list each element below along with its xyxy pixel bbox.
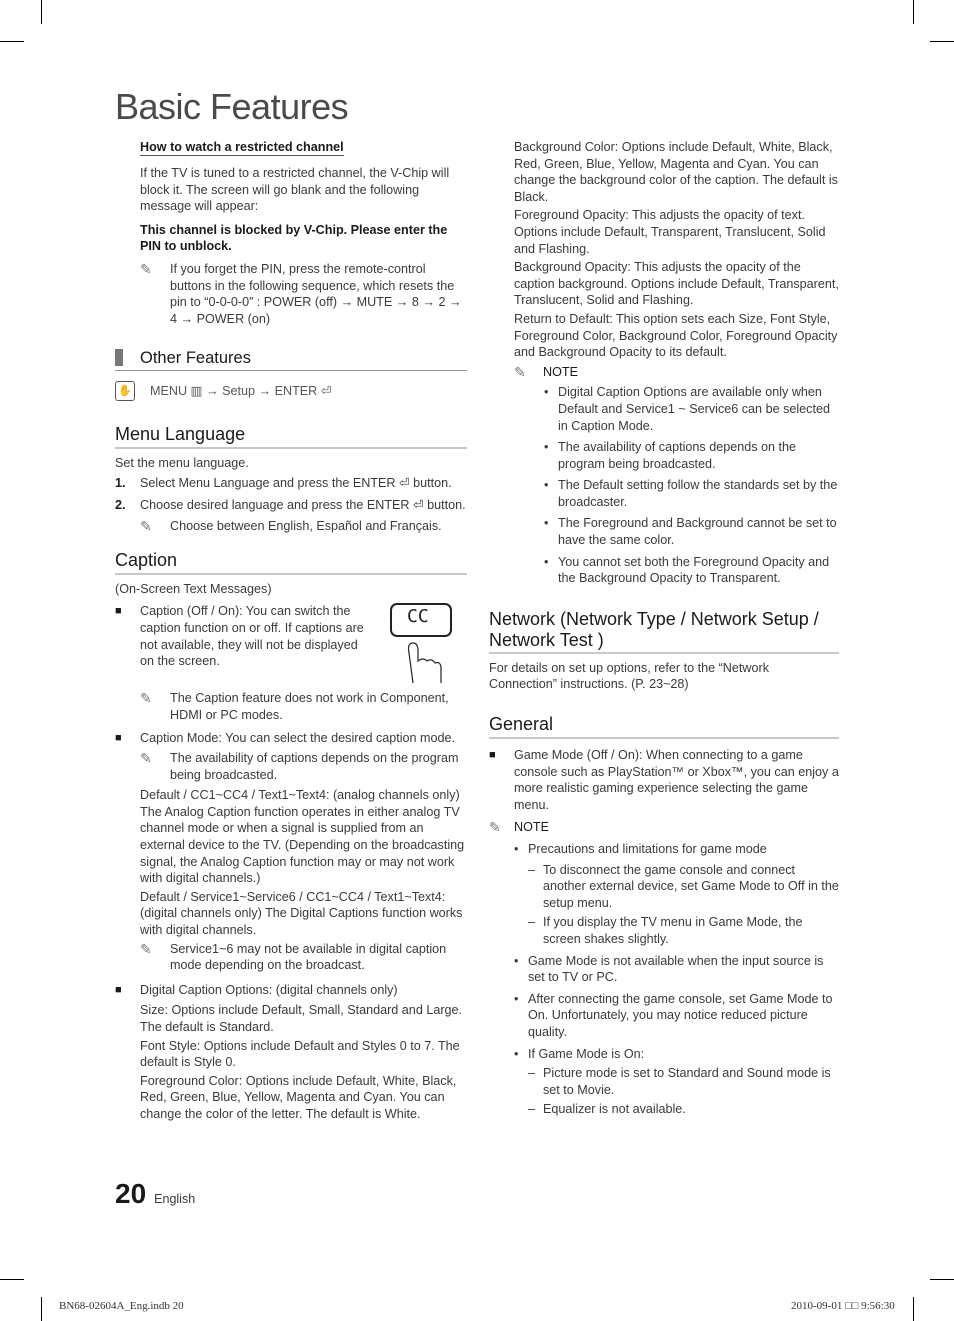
general-heading: General: [489, 713, 839, 739]
dash-bullet: –: [528, 915, 536, 930]
restricted-note: If you forget the PIN, press the remote-control buttons in the following sequence, which resets the pin to “0-0-0-0” : POWER (off) → MUTE → 8 → 2 → 4 → POWER (on): [170, 261, 462, 326]
note-icon: ✎: [514, 363, 526, 380]
page-language: English: [154, 1192, 196, 1206]
caption-heading: Caption: [115, 549, 467, 575]
note-icon: ✎: [489, 819, 501, 836]
page-footer: [115, 1178, 195, 1210]
game-note-4: If Game Mode is On:: [528, 1046, 645, 1061]
section-bar: [115, 349, 123, 366]
note-label: NOTE: [514, 820, 549, 835]
dot-bullet: •: [514, 991, 519, 1006]
caption-subheading: (On-Screen Text Messages): [115, 581, 272, 596]
menu-language-heading: Menu Language: [115, 423, 467, 449]
game-note-4-sub-2: Equalizer is not available.: [543, 1102, 686, 1117]
crop-mark: [930, 41, 954, 42]
game-mode: Game Mode (Off / On): When connecting to a game console such as PlayStation™ or Xbox™, you can enjoy a more realistic gaming experience selecting the game menu.: [514, 748, 839, 812]
game-note-1-sub-2: If you display the TV menu in Game Mode, the screen shakes slightly.: [543, 915, 803, 946]
caption-mode: Caption Mode: You can select the desired caption mode.: [140, 730, 456, 745]
other-features-heading: Other Features: [140, 348, 251, 367]
digital-caption-options: Digital Caption Options: (digital channels only): [140, 982, 398, 997]
caption-onoff-note: The Caption feature does not work in Component, HDMI or PC modes.: [170, 691, 449, 722]
dco-font-style: Font Style: Options include Default and Styles 0 to 7. The default is Style 0.: [140, 1038, 460, 1070]
crop-mark: [41, 1297, 42, 1321]
game-note-4-sub-1: Picture mode is set to Standard and Sound mode is set to Movie.: [543, 1066, 831, 1097]
square-bullet: ■: [115, 731, 122, 744]
game-note-1: Precautions and limitations for game mode: [528, 842, 767, 856]
page-number: 20: [115, 1178, 147, 1209]
left-column: [115, 139, 467, 1123]
note-label: NOTE: [543, 364, 578, 379]
dot-bullet: •: [544, 516, 549, 531]
note-icon: ✎: [140, 518, 152, 535]
square-bullet: ■: [115, 605, 122, 618]
dco-size: Size: Options include Default, Small, Standard and Large. The default is Standard.: [140, 1003, 463, 1034]
dot-bullet: •: [544, 554, 549, 569]
note-item: [544, 439, 839, 472]
crop-mark: [930, 1279, 954, 1280]
game-note-2: Game Mode is not available when the input source is set to TV or PC.: [528, 953, 824, 985]
note-text: The Default setting follow the standards set by the broadcaster.: [558, 478, 838, 509]
dco-background-color: Background Color: Options include Default, White, Black, Red, Green, Blue, Yellow, Magenta and Cyan. You can change the background color of the caption. The default is Black.: [514, 140, 838, 204]
caption-mode-note: The availability of captions depends on the program being broadcasted.: [170, 751, 459, 782]
crop-mark: [913, 1297, 914, 1321]
caption-default-analog: Default / CC1~CC4 / Text1~Text4: (analog channels only) The Analog Caption function operates in either analog TV channel mode or when a signal is supplied from an external device to the TV. (Depending on the broadcasting signal, the Analog Caption function may or may not work with digital channels.): [140, 788, 465, 886]
network-desc: For details on set up options, refer to the “Network Connection” instructions. (P. 23~28): [489, 660, 769, 692]
note-item: [544, 477, 839, 510]
note-text: The Foreground and Background cannot be set to have the same color.: [558, 516, 837, 548]
print-file-info: BN68-02604A_Eng.indb 20: [59, 1300, 184, 1312]
caption-default-digital: Default / Service1~Service6 / CC1~CC4 / Text1~Text4: (digital channels only) The Digital Captions function works with digital channels.: [140, 889, 463, 938]
remote-hand-icon: ✋: [115, 381, 135, 401]
dot-bullet: •: [544, 440, 549, 455]
note-item: [544, 515, 839, 548]
caption-service-note: Service1~6 may not be available in digital caption mode depending on the broadcast.: [170, 941, 447, 973]
crop-mark: [0, 1279, 24, 1280]
cc-remote-illustration: [383, 603, 463, 688]
note-icon: ✎: [140, 940, 152, 957]
dash-bullet: –: [528, 1102, 536, 1117]
dot-bullet: •: [514, 1046, 519, 1061]
menu-language-desc: Set the menu language.: [115, 456, 249, 471]
caption-onoff: Caption (Off / On): You can switch the caption function on or off. If captions are not available, they will not be displayed on the screen.: [140, 604, 364, 669]
notes-list: [514, 384, 839, 587]
step-number: 2.: [115, 497, 126, 512]
page-title: Basic Features: [115, 86, 349, 127]
dot-bullet: •: [544, 478, 549, 493]
square-bullet: ■: [489, 749, 496, 762]
dot-bullet: •: [514, 842, 519, 856]
dot-bullet: •: [544, 385, 549, 400]
restricted-message: This channel is blocked by V-Chip. Please enter the PIN to unblock.: [140, 222, 448, 254]
restricted-paragraph: If the TV is tuned to a restricted channel, the V-Chip will block it. The screen will go blank and the following message will appear:: [140, 166, 450, 214]
step-number: 1.: [115, 475, 126, 490]
note-item: [544, 554, 839, 587]
dash-bullet: –: [528, 862, 536, 877]
crop-mark: [41, 0, 42, 24]
crop-mark: [0, 41, 24, 42]
cc-label: CC: [407, 606, 429, 628]
note-item: [544, 384, 839, 434]
dco-foreground-color: Foreground Color: Options include Default, White, Black, Red, Green, Blue, Yellow, Magenta and Cyan. You can change the color of the letter. The default is White.: [140, 1073, 457, 1121]
menu-path: MENU ▥ → Setup → ENTER ⏎: [150, 384, 332, 399]
dco-foreground-opacity: Foreground Opacity: This adjusts the opacity of text. Options include Default, Transparent, Translucent, Solid and Flashing.: [514, 208, 826, 256]
note-icon: ✎: [140, 690, 152, 707]
menu-language-step-1: Select Menu Language and press the ENTER ⏎ button.: [140, 475, 452, 490]
crop-mark: [913, 0, 914, 24]
game-notes: [489, 841, 839, 1118]
right-column: [489, 139, 839, 1118]
dco-return-to-default: Return to Default: This option sets each Size, Font Style, Foreground Color, Background Color, Foreground Opacity and Background Opacity to its default.: [514, 311, 838, 360]
dash-bullet: –: [528, 1066, 536, 1081]
note-text: The availability of captions depends on the program being broadcasted.: [558, 440, 797, 471]
note-text: You cannot set both the Foreground Opacity and the Background Opacity to Transparent.: [558, 554, 830, 586]
dot-bullet: •: [514, 953, 519, 968]
print-timestamp: 2010-09-01 □□ 9:56:30: [791, 1300, 895, 1312]
restricted-heading: How to watch a restricted channel: [140, 140, 344, 154]
game-note-1-sub-1: To disconnect the game console and connect another external device, set Game Mode to Off in the setup menu.: [543, 862, 839, 910]
square-bullet: ■: [115, 983, 122, 996]
network-heading: Network (Network Type / Network Setup / Network Test ): [489, 609, 839, 654]
note-icon: ✎: [140, 260, 152, 277]
dco-background-opacity: Background Opacity: This adjusts the opacity of the caption background. Options include Default, Transparent, Translucent, Solid and Flashing.: [514, 260, 839, 308]
menu-language-note: Choose between English, Español and Français.: [170, 519, 442, 534]
menu-language-step-2: Choose desired language and press the ENTER ⏎ button.: [140, 497, 466, 512]
note-text: Digital Caption Options are available only when Default and Service1 ~ Service6 can be selected in Caption Mode.: [558, 385, 830, 433]
note-icon: ✎: [140, 750, 152, 767]
game-note-3: After connecting the game console, set Game Mode to On. Unfortunately, you may notice reduced picture quality.: [528, 991, 833, 1039]
